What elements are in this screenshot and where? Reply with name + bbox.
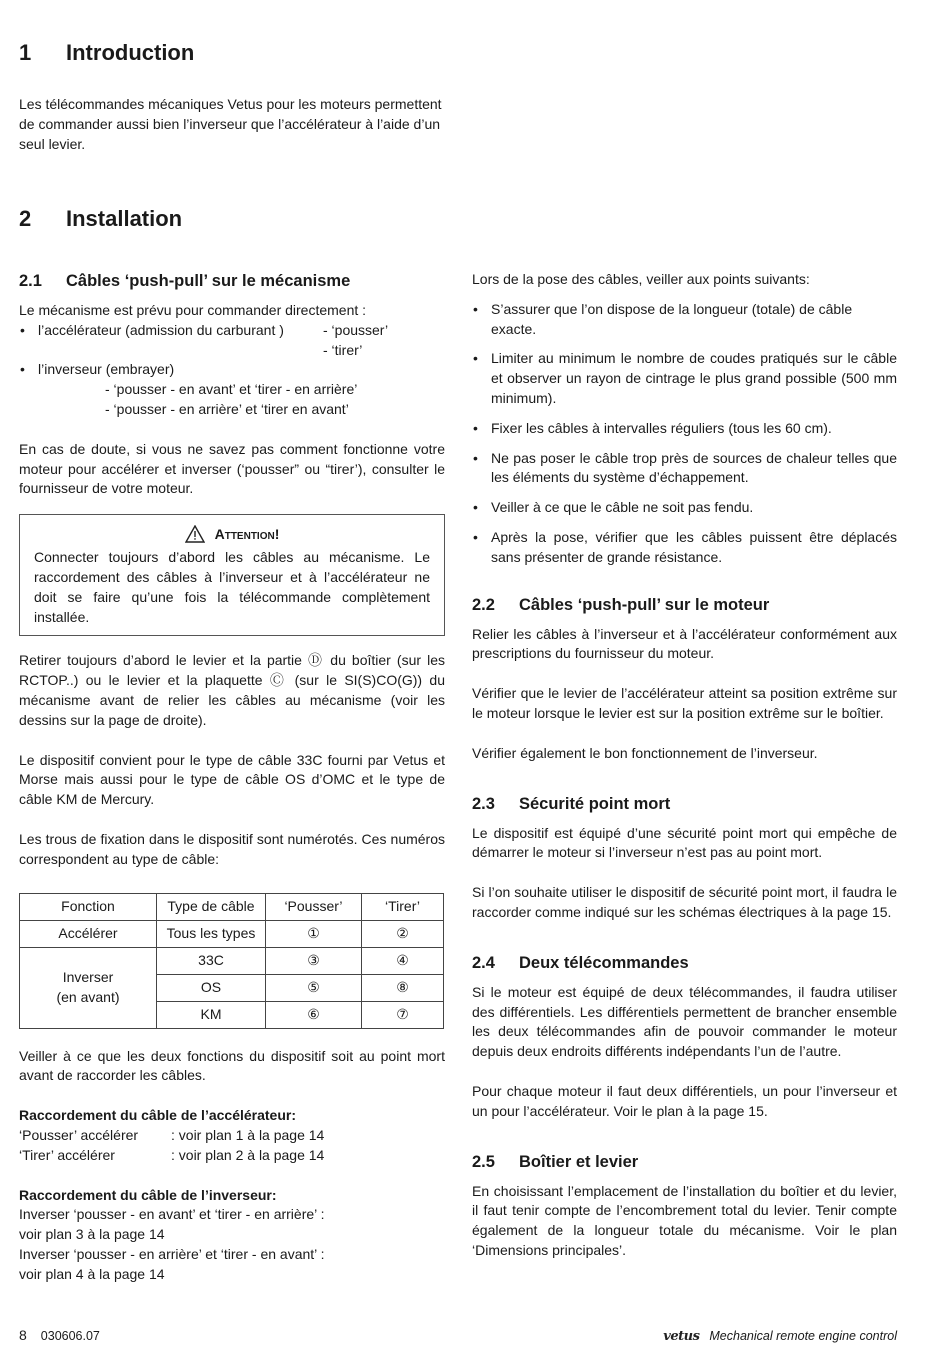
accelerator-line [19,1146,445,1166]
item-option: - ‘tirer’ [323,341,363,358]
list-item: • Fixer les câbles à intervalles réguliers (tous les 60 cm). [472,419,897,439]
line-label: ‘Pousser’ accélérer [19,1126,139,1143]
item-option: - ‘pousser - en avant’ et ‘tirer - en arrière’ [105,381,358,398]
table-cell: ① [266,920,362,947]
laying-bullets [472,300,897,568]
list-item: • Après la pose, vérifier que les câbles puissent être déplacés sans présenter de grande résistance. [472,528,897,568]
table-header: ‘Pousser’ [266,893,362,920]
table-cell: ⑦ [362,1001,444,1028]
footer-right [663,1327,897,1347]
list-item: • Limiter au minimum le nombre de coudes pratiqués sur le câble et observer un rayon de cintrage le plus grand possible (500 mm minimum). [472,349,897,408]
intro-paragraph: Les télécommandes mécaniques Vetus pour les moteurs permettent de commander aussi bien l’inverseur que l’accélérateur à l’aide d’un seul levier. [19,96,442,152]
subsection-number: 2.1 [19,272,42,290]
table-cell: ② [362,920,444,947]
table-cell: ⑧ [362,974,444,1001]
table-cell: ③ [266,947,362,974]
subsection-title: Boîtier et levier [519,1152,639,1171]
right-column [472,270,897,1261]
warning-text: Connecter toujours d’abord les câbles au mécanisme. Le raccordement des câbles à l’inverseur et à l’accélérateur ne doit se faire qu’une fois la télécommande complètement installée. [34,549,430,625]
accelerator-line [19,1126,445,1146]
brand-logo: vetus [663,1329,700,1344]
subsection-2-5-heading [472,1151,897,1173]
inverter-line: voir plan 4 à la page 14 [19,1265,165,1282]
doubt-paragraph: En cas de doute, si vous ne savez pas comment fonctionne votre moteur pour accélérer et inverser (‘pousser” ou “tirer’), consulter le fournisseur de votre moteur. [19,440,445,497]
table-cell: KM [157,1001,266,1028]
paragraph: Le dispositif est équipé d’une sécurité point mort qui empêche de démarrer le moteur si l’inverseur n’est pas au point mort. [472,824,897,861]
warning-box [19,514,445,636]
subsection-2-2-heading [472,594,897,616]
paragraph: Si le moteur est équipé de deux télécommandes, il faudra utiliser des différentiels. Les différentiels permettent de brancher ensemble les deux télécommandes afin de pouvoir commander le moteur depuis deux endroits différents indépendants l’un de l’autre. [472,983,897,1060]
holes-paragraph: Les trous de fixation dans le dispositif sont numérotés. Ces numéros correspondent au type de câble: [19,830,445,867]
subsection-title: Câbles ‘push-pull’ sur le mécanisme [66,272,351,290]
item-option: - ‘pousser’ [323,321,389,338]
inverter-line: voir plan 3 à la page 14 [19,1226,165,1243]
paragraph: Vérifier que le levier de l’accélérateur atteint sa position extrême sur le moteur lorsque le levier est sur la position extrême sur le boîtier. [472,685,897,721]
subsection-number: 2.4 [472,953,495,972]
subsection-2-4-heading [472,952,897,974]
table-row [20,947,444,974]
accelerator-connection-title: Raccordement du câble de l’accélérateur: [19,1107,296,1124]
warning-triangle-icon [185,525,205,543]
list-item: • Veiller à ce que le câble ne soit pas fendu. [472,498,897,518]
table-cell: ④ [362,947,444,974]
warning-title [34,523,430,546]
section-title: Installation [66,206,183,231]
subsection-title: Deux télécommandes [519,953,689,972]
section-2-heading [19,205,182,233]
table-cell: 33C [157,947,266,974]
section-number: 2 [19,206,32,231]
section-1-heading [19,39,194,67]
table-header: Type de câble [157,893,266,920]
table-cell: ⑥ [266,1001,362,1028]
line-value: : voir plan 2 à la page 14 [171,1146,325,1163]
subsection-title: Câbles ‘push-pull’ sur le moteur [519,595,770,614]
cable-type-paragraph: Le dispositif convient pour le type de câble 33C fourni par Vetus et Morse mais aussi pour le type de câble OS d’OMC et le type de câble KM de Mercury. [19,751,445,808]
paragraph: Relier les câbles à l’inverseur et à l’accélérateur conformément aux prescriptions du fournisseur du moteur. [472,625,897,662]
list-item-inverter [19,360,445,419]
line-label: ‘Tirer’ accélérer [19,1146,115,1163]
section-number: 1 [19,40,32,65]
item-label: l’inverseur (embrayer) [38,361,175,378]
section-title: Introduction [66,40,195,65]
page-number: 8 [19,1327,27,1343]
table-cell: Inverser (en avant) [20,947,157,1028]
table-row [20,920,444,947]
paragraph: En choisissant l’emplacement de l’installation du boîtier et du levier, il faut tenir compte de l’encombrement total du levier. Tenir compte également de la longueur totale du mécanisme. Voir le plan ‘Dimensions principales’. [472,1182,897,1258]
subsection-2-3-heading [472,793,897,815]
item-label: l’accélérateur (admission du carburant ) [38,321,284,338]
table-cell: ⑤ [266,974,362,1001]
subsection-number: 2.5 [472,1152,495,1171]
item-option: - ‘pousser - en arrière’ et ‘tirer en avant’ [105,400,349,417]
list-item: • Ne pas poser le câble trop près de sources de chaleur telles que les éléments du système d’échappement. [472,449,897,489]
paragraph: Si l’on souhaite utiliser le dispositif de sécurité point mort, il faudra le raccorder comme indiqué sur les schémas électriques à la page 15. [472,884,897,920]
line-value: : voir plan 1 à la page 14 [171,1126,325,1143]
paragraph: Vérifier également le bon fonctionnement de l’inverseur. [472,744,818,761]
table-cell: Tous les types [157,920,266,947]
inverter-connection-title: Raccordement du câble de l’inverseur: [19,1186,277,1203]
warning-label: Attention! [214,526,280,543]
inverter-line: Inverser ‘pousser - en arrière’ et ‘tirer - en avant’ : [19,1245,325,1262]
inverter-line: Inverser ‘pousser - en avant’ et ‘tirer - en arrière’ : [19,1206,325,1223]
remove-lever-paragraph: Retirer toujours d’abord le levier et la partie Ⓓ du boîtier (sur les RCTOP..) ou le levier et la plaquette Ⓒ (sur le SI(S)CO(G)) du mécanisme avant de relier les câbles au mécanisme (voir les dessins sur la page de droite). [19,652,445,728]
document-code: 030606.07 [40,1329,100,1343]
left-column [19,270,445,1285]
subsection-title: Sécurité point mort [519,794,671,813]
list-item-accelerator [19,321,445,361]
neutral-paragraph: Veiller à ce que les deux fonctions du dispositif soit au point mort avant de raccorder les câbles. [19,1047,445,1084]
subsection-2-1-heading [19,270,445,292]
subsection-number: 2.3 [472,794,495,813]
list-item: • S’assurer que l’on dispose de la longueur (totale) de câble exacte. [472,300,897,340]
subsection-number: 2.2 [472,595,495,614]
table-header: ‘Tirer’ [362,893,444,920]
table-header: Fonction [20,893,157,920]
table-cell: Accélérer [20,920,157,947]
laying-intro: Lors de la pose des câbles, veiller aux points suivants: [472,271,810,287]
controls-list [19,321,445,420]
paragraph: Pour chaque moteur il faut deux différentiels, un pour l’inverseur et un pour l’accélérateur. Voir le plan à la page 15. [472,1082,897,1119]
cable-table [19,893,444,1029]
footer-left [19,1326,100,1347]
footer-title: Mechanical remote engine control [709,1329,897,1343]
table-cell: OS [157,974,266,1001]
mechanism-intro: Le mécanisme est prévu pour commander directement : [19,302,367,318]
table-header-row [20,893,444,920]
